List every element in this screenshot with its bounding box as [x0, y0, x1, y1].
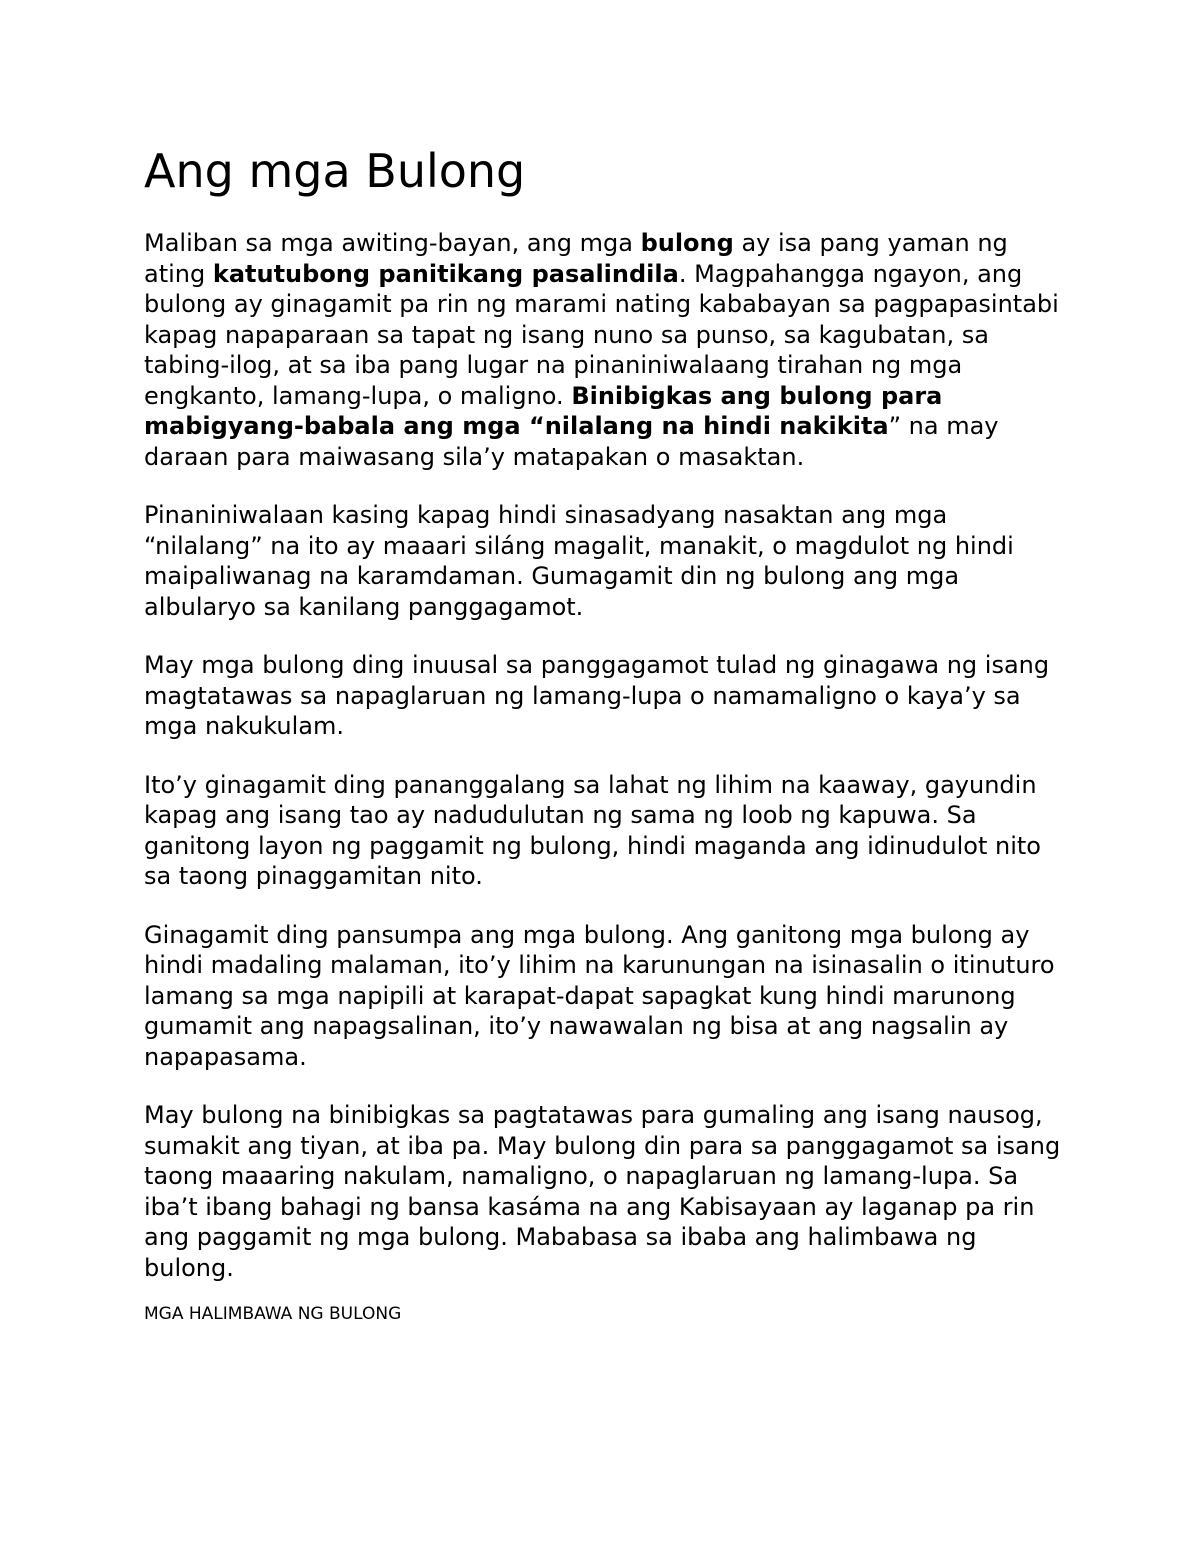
paragraph-5	[144, 920, 1064, 1073]
section-heading: MGA HALIMBAWA NG BULONG	[144, 1304, 402, 1324]
paragraph-text: May mga bulong ding inuusal sa panggagamot tulad ng ginagawa ng isang magtatawas sa napaglaruan ng lamang-lupa o namamaligno o kaya’y sa mga nakukulam.	[144, 651, 1050, 740]
paragraph-text: ” na may daraan para maiwasang sila’y matapakan o masaktan.	[144, 412, 999, 471]
document-page	[144, 140, 1064, 1325]
paragraph-2	[144, 500, 1064, 622]
paragraph-text: . Magpahangga ngayon, ang bulong ay ginagamit pa rin ng marami nating kababayan sa pagpapasintabi kapag napaparaan sa tapat ng isang nuno sa punso, sa kagubatan, sa tabing-ilog, at sa iba pang lugar na pinaniniwalaang tirahan ng mga engkanto, lamang-lupa, o maligno.	[144, 259, 1059, 410]
paragraph-text: Pinaniniwalaan kasing kapag hindi sinasadyang nasaktan ang mga “nilalang” na ito ay maaari siláng magalit, manakit, o magdulot ng hindi maipaliwanag na karamdaman. Gumagamit din ng bulong ang mga albularyo sa kanilang panggagamot.	[144, 501, 1014, 621]
bold-term-panitikan: katutubong panitikang pasalindila	[212, 259, 679, 288]
paragraph-text: Ginagamit ding pansumpa ang mga bulong. Ang ganitong mga bulong ay hindi madaling malaman, ito’y lihim na karunungan na isinasalin o itinuturo lamang sa mga napipili at karapat-dapat sapagkat kung hindi marunong gumamit ang napagsalinan, ito’y nawawalan ng bisa at ang nagsalin ay napapasama.	[144, 920, 1055, 1071]
paragraph-6	[144, 1100, 1064, 1283]
page-title: Ang mga Bulong	[144, 144, 526, 198]
paragraph-1	[144, 228, 1064, 472]
paragraph-4	[144, 770, 1064, 892]
paragraph-text: May bulong na binibigkas sa pagtatawas para gumaling ang isang nausog, sumakit ang tiyan, at iba pa. May bulong din para sa panggagamot sa isang taong maaaring nakulam, namaligno, o napaglaruan ng lamang-lupa. Sa iba’t ibang bahagi ng bansa kasáma na ang Kabisayaan ay laganap pa rin ang paggamit ng mga bulong. Mababasa sa ibaba ang halimbawa ng bulong.	[144, 1101, 1061, 1282]
bold-term-bulong: bulong	[640, 229, 734, 257]
paragraph-3	[144, 650, 1064, 742]
bold-sentence: Binibigkas ang bulong para mabigyang-babala ang mga “nilalang na hindi nakikita	[144, 381, 943, 440]
paragraph-text: Maliban sa mga awiting-bayan, ang mga	[144, 229, 641, 257]
paragraph-text: ay isa pang yaman ng ating	[144, 229, 1008, 288]
paragraph-text: Ito’y ginagamit ding pananggalang sa lahat ng lihim na kaaway, gayundin kapag ang isang tao ay nadudulutan ng sama ng loob ng kapuwa. Sa ganitong layon ng paggamit ng bulong, hindi maganda ang idinudulot nito sa taong pinaggamitan nito.	[144, 770, 1041, 890]
